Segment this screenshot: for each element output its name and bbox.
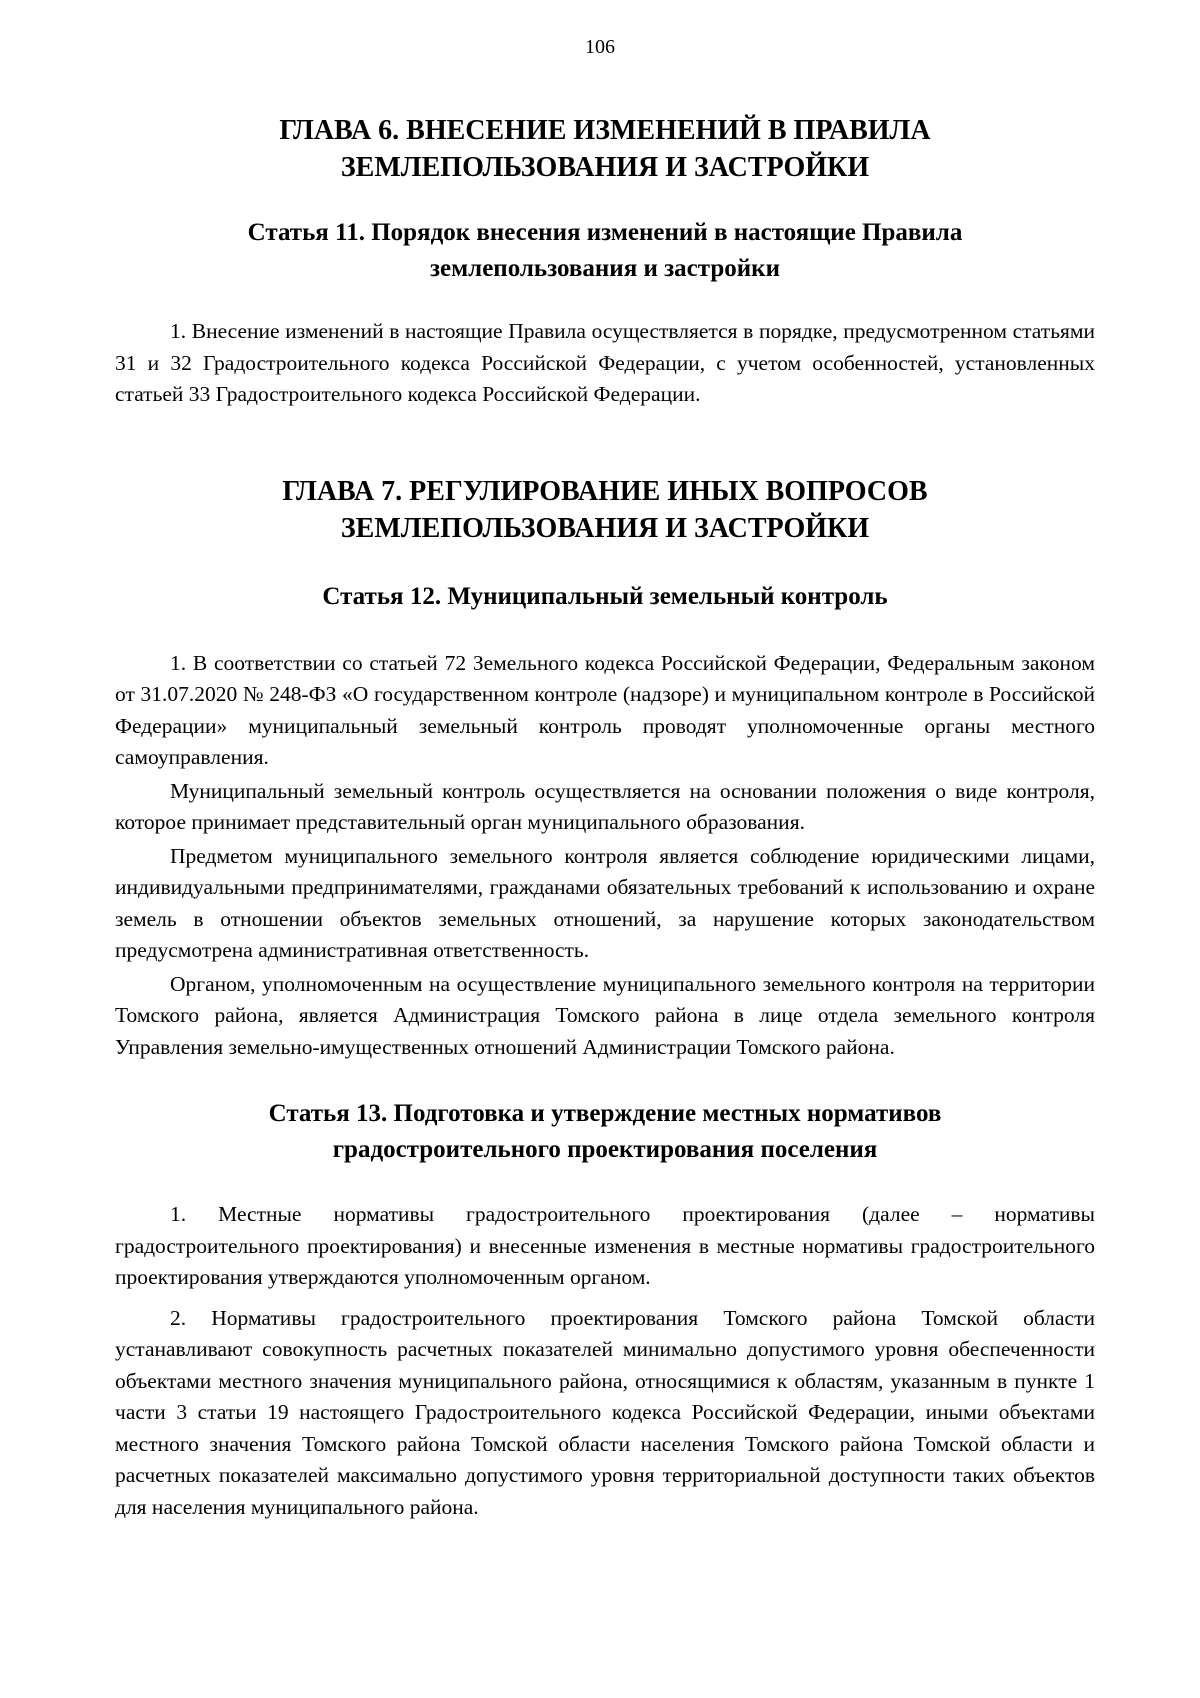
article-11-title bbox=[115, 215, 1095, 287]
page-content bbox=[115, 112, 1095, 1523]
chapter-7-title: ГЛАВА 7. РЕГУЛИРОВАНИЕ ИНЫХ ВОПРОСОВ ЗЕМЛЕПОЛЬЗОВАНИЯ И ЗАСТРОЙКИ bbox=[282, 475, 928, 544]
article-12-title: Статья 12. Муниципальный земельный контроль bbox=[322, 582, 888, 610]
article-11-paragraph-1: 1. Внесение изменений в настоящие Правила осуществляется в порядке, предусмотренном статьями 31 и 32 Градостроительного кодекса Российской Федерации, с учетом особенностей, установленных статьей 33 Градостроительного кодекса Российской Федерации. bbox=[115, 319, 1095, 406]
article-13-title-line1: Статья 13. Подготовка и утверждение местных нормативов bbox=[268, 1100, 942, 1127]
article-13-paragraph-1: 1. Местные нормативы градостроительного проектирования (далее – нормативы градостроительного проектирования) и внесенные изменения в местные нормативы градостроительного проектирования утверждаются уполномоченным органом. bbox=[115, 1202, 1095, 1289]
article-11-title-line1: Статья 11. Порядок внесения изменений в настоящие Правила bbox=[247, 219, 963, 246]
article-13-title-line2: градостроительного проектирования поселения bbox=[332, 1136, 878, 1163]
article-13-title bbox=[115, 1096, 1095, 1168]
article-11-title-line2: землепользования и застройки bbox=[430, 255, 780, 282]
article-13-paragraph-2: 2. Нормативы градостроительного проектирования Томского района Томской области устанавливают совокупность расчетных показателей минимально допустимого уровня обеспеченности объектами местного значения муниципального района, относящимися к областям, указанным в пункте 1 части 3 статьи 19 настоящего Градостроительного кодекса Российской Федерации, иными объектами местного значения Томского района Томской области населения Томского района Томской области и расчетных показателей максимально допустимого уровня территориальной доступности таких объектов для населения муниципального района. bbox=[115, 1305, 1095, 1519]
article-12-paragraph-2: Муниципальный земельный контроль осуществляется на основании положения о виде контроля, которое принимает представительный орган муниципального образования. bbox=[115, 778, 1095, 834]
page-number: 106 bbox=[585, 36, 615, 58]
article-12-paragraph-3: Предметом муниципального земельного контроля является соблюдение юридическими лицами, индивидуальными предпринимателями, гражданами обязательных требований к использованию и охране земель в отношении объектов земельных отношений, за нарушение которых законодательством предусмотрена административная ответственность. bbox=[115, 843, 1095, 962]
article-12-paragraph-1: 1. В соответствии со статьей 72 Земельного кодекса Российской Федерации, Федеральным законом от 31.07.2020 № 248-ФЗ «О государственном контроле (надзоре) и муниципальном контроле в Российской Федерации» муниципальный земельный контроль проводят уполномоченные органы местного самоуправления. bbox=[115, 650, 1095, 769]
article-12-paragraph-4: Органом, уполномоченным на осуществление муниципального земельного контроля на территории Томского района, является Администрация Томского района в лице отдела земельного контроля Управления земельно-имущественных отношений Администрации Томского района. bbox=[115, 971, 1095, 1059]
chapter-6-title: ГЛАВА 6. ВНЕСЕНИЕ ИЗМЕНЕНИЙ В ПРАВИЛА ЗЕМЛЕПОЛЬЗОВАНИЯ И ЗАСТРОЙКИ bbox=[279, 115, 931, 183]
